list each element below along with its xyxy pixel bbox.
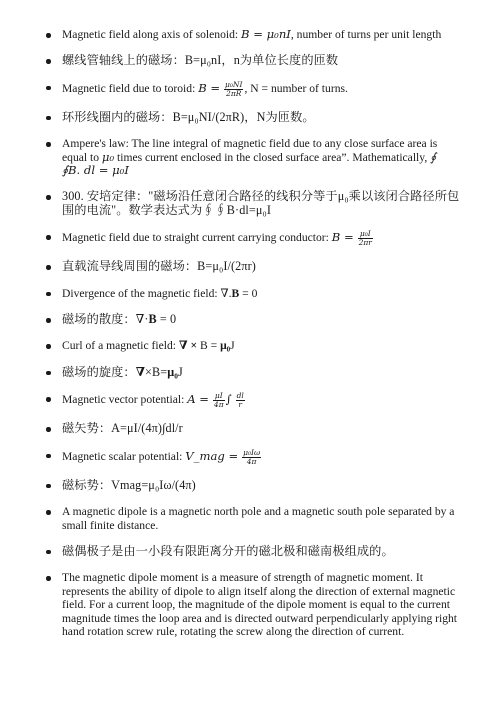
list-item-toroid-cn: 环形线圈内的磁场：B=μ₀NI/(2πR)，N为匝数。 (44, 111, 464, 124)
list-item-curl-cn: 磁场的旋度：∇×B=μ₀J (44, 366, 464, 379)
list-item-straight-conductor-cn: 直载流导线周围的磁场：B=μ₀I/(2πr) (44, 260, 464, 273)
list-item-vector-potential-cn: 磁矢势：A=μI/(4π)∫dl/r (44, 422, 464, 435)
list-item-vector-potential: Magnetic vector potential: A = $\frac{\mu I}{4\pi}$ ∫ $\frac{dl}{r}$ (44, 392, 464, 409)
fraction: $\frac{\text{μ₀I}}{2\pi r}$ (358, 229, 372, 248)
list-item-straight-conductor: Magnetic field due to straight current carrying conductor: B = $\frac{\text{μ₀I}}{2\pi r}$ (44, 230, 464, 247)
list-item-ampere: Ampere's law: The line integral of magnetic field due to any close surface area is equal to μ₀ times current enclosed in the closed surface area”. Mathematically, ∮ ∮B. dl = μ₀I (44, 137, 464, 177)
fraction: $\frac{\text{μ₀Iω}}{4\pi}$ (243, 447, 261, 466)
list-item-dipole-moment: The magnetic dipole moment is a measure of strength of magnetic moment. It represents the ability of dipole to align itself along the direction of external magnetic field. For a current loop, the magnitude of the dipole moment is equal to the current magnitude times the loop area and is directed outward perpendicularly applying right hand rotation screw rule, rotating the screw along the direction of current. (44, 571, 464, 638)
list-item-curl: Curl of a magnetic field: ∇ × B = μ₀J (44, 339, 464, 352)
formula: B = μ₀nI (241, 27, 291, 41)
list-item-divergence: Divergence of the magnetic field: ∇.B = 0 (44, 287, 464, 300)
formula: ∮B. dl = μ₀I (62, 163, 129, 178)
list-item-scalar-potential-cn: 磁标势：Vmag=μ₀Iω/(4π) (44, 479, 464, 492)
list-item-solenoid-cn: 螺线管轴线上的磁场：B=μ₀nI，n为单位长度的匝数 (44, 54, 464, 67)
list-item-scalar-potential: Magnetic scalar potential: V_mag = $\frac{\text{μ₀Iω}}{4\pi}$ (44, 449, 464, 466)
list-item-divergence-cn: 磁场的散度：∇·B = 0 (44, 313, 464, 326)
fraction: $\frac{\mu I}{4\pi}$ (213, 391, 224, 410)
fraction: $\frac{\text{μ₀NI}}{2\pi R}$ (225, 79, 243, 98)
fraction: $\frac{dl}{r}$ (236, 391, 244, 410)
list-item-dipole: A magnetic dipole is a magnetic north pole and a magnetic south pole separated by a small finite distance. (44, 505, 464, 532)
list-item-ampere-cn: 300. 安培定律："磁场沿任意闭合路径的线积分等于μ₀乘以该闭合路径所包围的电流"。数学表达式为∮∮B·dl=μ₀I (44, 190, 464, 217)
list-item-toroid: Magnetic field due to toroid: B = $\frac{\text{μ₀NI}}{2\pi R}$ , N = number of turns. (44, 81, 464, 98)
list-item-dipole-cn: 磁偶极子是由一小段有限距离分开的磁北极和磁南极组成的。 (44, 545, 464, 558)
list-item-solenoid: Magnetic field along axis of solenoid: B = μ₀nI, number of turns per unit length (44, 28, 464, 41)
